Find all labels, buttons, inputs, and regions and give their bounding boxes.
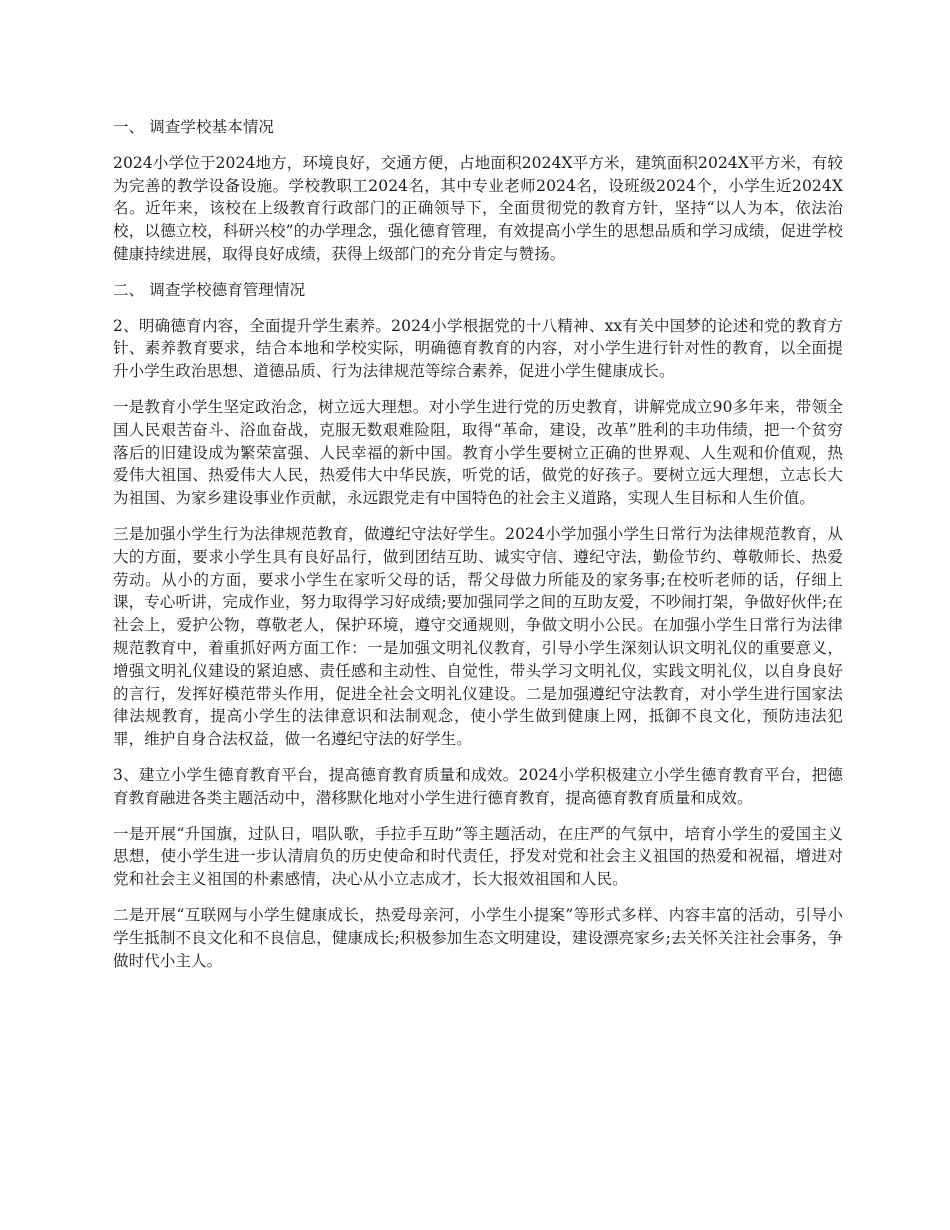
section-moral-education <box>113 279 843 973</box>
document-page <box>113 116 843 985</box>
paragraph: 一是开展“升国旗，过队日，唱队歌，手拉手互助”等主题活动，在庄严的气氛中，培育小学生的爱国主义思想，使小学生进一步认清肩负的历史使命和时代责任，抒发对党和社会主义祖国的热爱和祝福，增进对党和社会主义祖国的朴素感情，决心从小立志成才，长大报效祖国和人民。 <box>113 824 843 889</box>
section-heading: 二、 调查学校德育管理情况 <box>113 280 306 299</box>
paragraph: 三是加强小学生行为法律规范教育，做遵纪守法好学生。2024小学加强小学生日常行为法律规范教育，从大的方面，要求小学生具有良好品行，做到团结互助、诚实守信、遵纪守法，勤俭节约、尊敬师长、热爱劳动。从小的方面，要求小学生在家听父母的话，帮父母做力所能及的家务事;在校听老师的话，仔细上课，专心听讲，完成作业，努力取得学习好成绩;要加强同学之间的互助友爱，不吵闹打架，争做好伙伴;在社会上，爱护公物，尊敬老人，保护环境，遵守交通规则，争做文明小公民。在加强小学生日常行为法律规范教育中，着重抓好两方面工作：一是加强文明礼仪教育，引导小学生深刻认识文明礼仪的重要意义，增强文明礼仪建设的紧迫感、责任感和主动性、自觉性，带头学习文明礼仪，实践文明礼仪，以自身良好的言行，发挥好模范带头作用，促进全社会文明礼仪建设。二是加强遵纪守法教育，对小学生进行国家法律法规教育，提高小学生的法律意识和法制观念，使小学生做到健康上网，抵御不良文化，预防违法犯罪，维护自身合法权益，做一名遵纪守法的好学生。 <box>113 524 843 749</box>
paragraph: 3、建立小学生德育教育平台，提高德育教育质量和成效。2024小学积极建立小学生德育教育平台，把德育教育融进各类主题活动中，潜移默化地对小学生进行德育教育，提高德育教育质量和成效。 <box>113 765 843 807</box>
paragraph: 2024小学位于2024地方，环境良好，交通方便，占地面积2024X平方米，建筑面积2024X平方米，有较为完善的教学设备设施。学校教职工2024名，其中专业老师2024名，设班级2024个，小学生近2024X名。近年来，该校在上级教育行政部门的正确领导下，全面贯彻党的教育方针，坚持“以人为本，依法治校，以德立校，科研兴校”的办学理念，强化德育管理，有效提高小学生的思想品质和学习成绩，促进学校健康持续进展，取得良好成绩，获得上级部门的充分肯定与赞扬。 <box>113 153 843 263</box>
paragraph: 2、明确德育内容，全面提升学生素养。2024小学根据党的十八精神、xx有关中国梦的论述和党的教育方针、素养教育要求，结合本地和学校实际，明确德育教育的内容，对小学生进行针对性的教育，以全面提升小学生政治思想、道德品质、行为法律规范等综合素养，促进小学生健康成长。 <box>113 316 843 381</box>
section-basic-info <box>113 116 843 266</box>
paragraph: 一是教育小学生坚定政治念，树立远大理想。对小学生进行党的历史教育，讲解党成立90多年来，带领全国人民艰苦奋斗、浴血奋战，克服无数艰难险阻，取得“革命，建设，改革”胜利的丰功伟绩，把一个贫穷落后的旧建设成为繁荣富强、人民幸福的新中国。教育小学生要树立正确的世界观、人生观和价值观，热爱伟大祖国、热爱伟大人民，热爱伟大中华民族，听党的话，做党的好孩子。要树立远大理想，立志长大为祖国、为家乡建设事业作贡献，永远跟党走有中国特色的社会主义道路，实现人生目标和人生价值。 <box>113 397 843 508</box>
section-heading: 一、 调查学校基本情况 <box>113 118 275 136</box>
paragraph: 二是开展“互联网与小学生健康成长，热爱母亲河，小学生小提案”等形式多样、内容丰富的活动，引导小学生抵制不良文化和不良信息，健康成长;积极参加生态文明建设，建设漂亮家乡;去关怀关注社会事务，争做时代小主人。 <box>113 905 843 970</box>
